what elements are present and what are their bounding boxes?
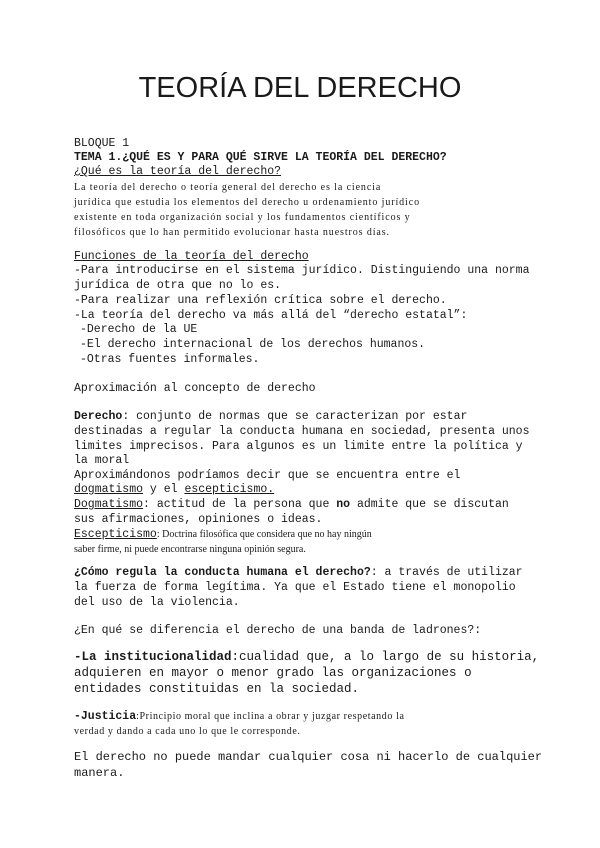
paragraph-line: Aproximándonos podríamos decir que se encuentra entre el <box>74 469 461 482</box>
section-heading-aproximacion: Aproximación al concepto de derecho <box>74 382 316 395</box>
question-line: ¿En qué se diferencia el derecho de una banda de ladrones?: <box>74 624 482 637</box>
definition-line: existente en toda organización social y los fundamentos científicos y <box>74 212 411 223</box>
paragraph-line: la fuerza de forma legítima. Ya que el Estado tiene el monopolio <box>74 581 516 594</box>
term-institucionalidad: -La institucionalidad <box>74 650 232 664</box>
term-definition: admite que se discutan <box>350 498 509 511</box>
answer-text: : a través de utilizar <box>370 566 523 579</box>
paragraph-line: El derecho no puede mandar cualquier cosa ni hacerlo de cualquier <box>74 750 543 764</box>
list-item: -Para realizar una reflexión crítica sobre el derecho. <box>74 294 447 307</box>
paragraph-line: limites imprecisos. Para algunos es un limite entre la política y <box>74 440 523 453</box>
section-heading-funciones: Funciones de la teoría del derecho <box>74 250 309 263</box>
sub-list-item: -Derecho de la UE <box>80 323 198 336</box>
document-title: TEORÍA DEL DERECHO <box>138 72 462 104</box>
term-definition: :cualidad que, a lo largo de su historia, <box>231 650 540 664</box>
definition-line: La teoría del derecho o teoría general del derecho es la ciencia <box>74 182 382 193</box>
paragraph-line: verdad y dando a cada uno lo que le corresponde. <box>74 726 301 737</box>
list-item: -La teoría del derecho va más allá del “derecho estatal”: <box>74 309 468 322</box>
list-item: -Para introducirse en el sistema jurídico. Distinguiendo una norma <box>74 264 530 277</box>
paragraph-line: sus afirmaciones, opiniones o ideas. <box>74 513 323 526</box>
term-definition: : actitud de la persona que <box>143 498 337 511</box>
term-dogmatismo-link: dogmatismo <box>74 483 144 496</box>
emphasis-no: no <box>336 498 351 511</box>
topic-heading: TEMA 1.¿QUÉ ES Y PARA QUÉ SIRVE LA TEORÍA DEL DERECHO? <box>74 151 447 164</box>
term-definition: : conjunto de normas que se caracterizan por estar <box>122 410 468 423</box>
term-definition: : Doctrina filosófica que considera que no hay ningún <box>156 529 372 540</box>
term-derecho: Derecho <box>74 410 123 423</box>
connector-text: y el <box>143 483 185 496</box>
sub-list-item: -El derecho internacional de los derechos humanos. <box>80 338 426 351</box>
question-heading: ¿Qué es la teoría del derecho? <box>74 165 282 178</box>
question-bold: ¿Cómo regula la conducta humana el derecho? <box>74 566 371 579</box>
term-escepticismo: Escepticismo <box>74 528 157 541</box>
term-escepticismo-link: escepticismo. <box>184 483 275 496</box>
paragraph-line <box>74 566 523 580</box>
paragraph-line <box>74 410 467 424</box>
paragraph-line: destinadas a regular la conducta humana en sociedad, presenta unos <box>74 425 530 438</box>
term-definition: :Principio moral que inclina a obrar y juzgar respetando la <box>136 711 405 722</box>
sub-list-item: -Otras fuentes informales. <box>80 353 260 366</box>
paragraph-line <box>74 650 539 664</box>
paragraph-line: manera. <box>74 766 125 780</box>
paragraph-line <box>74 483 274 497</box>
list-item: jurídica de otra que no lo es. <box>74 279 282 292</box>
paragraph-line: adquieren en mayor o menor grado las organizaciones o <box>74 666 472 680</box>
term-dogmatismo: Dogmatismo <box>74 498 144 511</box>
paragraph-line: entidades constituidas en la sociedad. <box>74 682 360 696</box>
paragraph-line <box>74 528 372 542</box>
block-label: BLOQUE 1 <box>74 137 130 150</box>
paragraph-line: del uso de la violencia. <box>74 596 240 609</box>
paragraph-line <box>74 710 405 724</box>
paragraph-line: la moral <box>74 454 130 467</box>
definition-line: filosóficos que lo han permitido evolucionar hasta nuestros días. <box>74 227 390 238</box>
paragraph-line: saber firme, ni puede encontrarse ninguna opinión segura. <box>74 544 306 555</box>
paragraph-line <box>74 498 509 512</box>
definition-line: jurídica que estudia los elementos del derecho u ordenamiento jurídico <box>74 197 420 208</box>
term-justicia: -Justicia <box>74 710 137 723</box>
